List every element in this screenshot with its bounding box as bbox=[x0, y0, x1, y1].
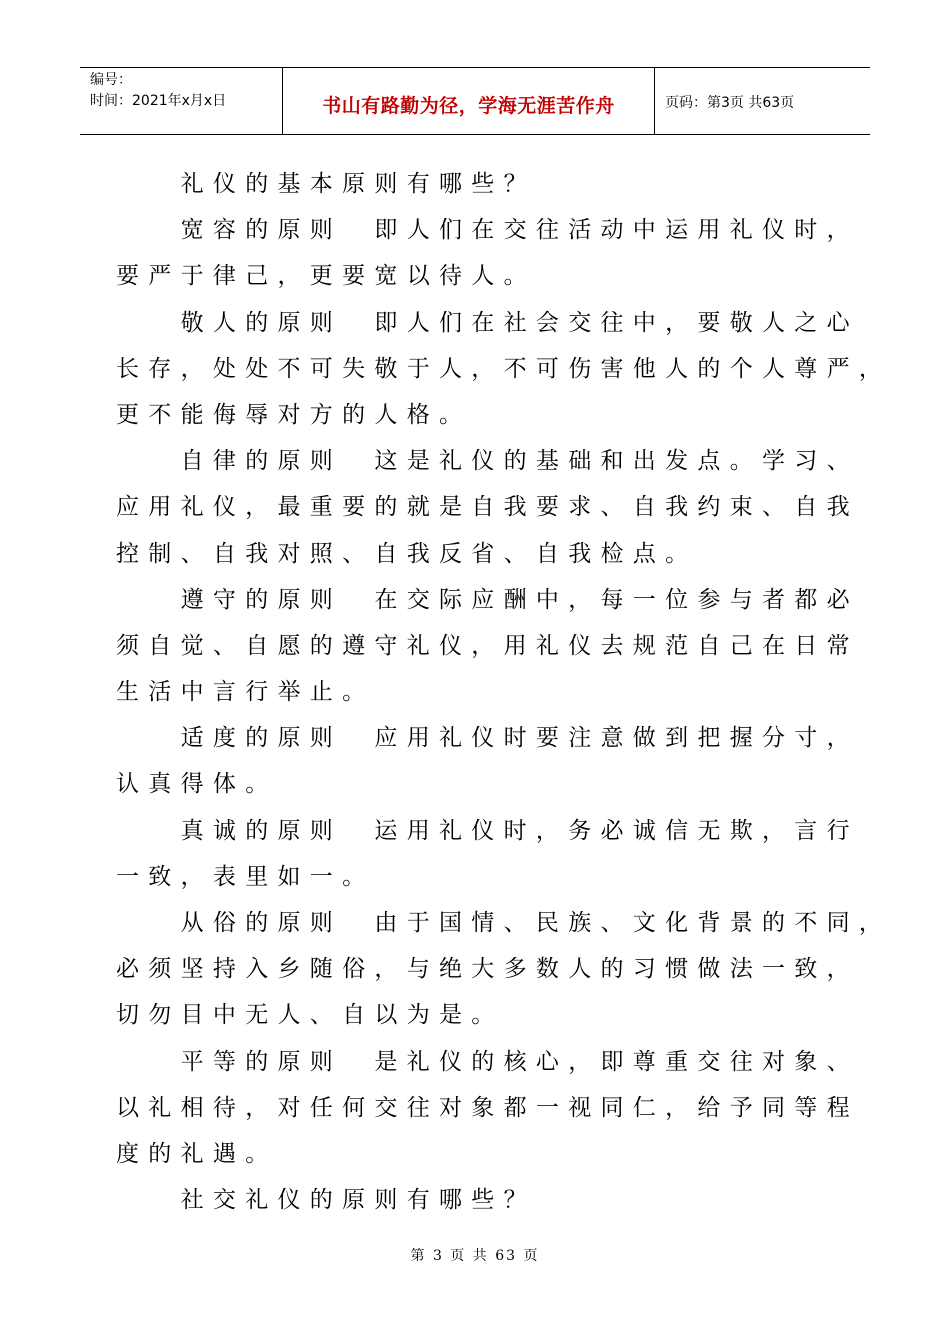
document-body bbox=[116, 161, 892, 1223]
header-table bbox=[80, 67, 870, 135]
body-line: 度的礼遇。 bbox=[116, 1140, 278, 1167]
document-time-label: 时间：2021年x月x日 bbox=[90, 93, 227, 109]
header-page-cell bbox=[655, 68, 870, 134]
body-line: 要严于律己，更要宽以待人。 bbox=[116, 263, 536, 290]
body-line: 一致，表里如一。 bbox=[116, 863, 375, 890]
body-line: 须自觉、自愿的遵守礼仪，用礼仪去规范自己在日常 bbox=[116, 632, 859, 659]
body-line: 平等的原则 是礼仪的核心，即尊重交往对象、 bbox=[116, 1048, 859, 1075]
body-line: 认真得体。 bbox=[116, 771, 278, 798]
body-line: 自律的原则 这是礼仪的基础和出发点。学习、 bbox=[116, 448, 859, 475]
body-line: 礼仪的基本原则有哪些？ bbox=[116, 171, 536, 197]
body-line: 长存，处处不可失敬于人，不可伤害他人的个人尊严， bbox=[116, 355, 892, 382]
body-line: 宽容的原则 即人们在交往活动中运用礼仪时， bbox=[116, 217, 859, 244]
body-line: 敬人的原则 即人们在社会交往中，要敬人之心 bbox=[116, 309, 859, 336]
footer-page-number: 第 3 页 共 63 页 bbox=[410, 1248, 540, 1264]
header-slogan-cell bbox=[283, 68, 655, 134]
body-line: 从俗的原则 由于国情、民族、文化背景的不同， bbox=[116, 910, 892, 936]
body-line: 适度的原则 应用礼仪时要注意做到把握分寸， bbox=[116, 725, 859, 752]
body-line: 遵守的原则 在交际应酬中，每一位参与者都必 bbox=[116, 586, 859, 613]
body-line: 控制、自我对照、自我反省、自我检点。 bbox=[116, 540, 698, 567]
body-line: 切勿目中无人、自以为是。 bbox=[116, 1002, 504, 1029]
body-line: 社交礼仪的原则有哪些？ bbox=[116, 1187, 536, 1214]
body-line: 生活中言行举止。 bbox=[116, 679, 375, 706]
header-page-info: 页码：第3页 共63页 bbox=[665, 95, 795, 111]
body-line: 更不能侮辱对方的人格。 bbox=[116, 401, 472, 428]
body-line: 应用礼仪，最重要的就是自我要求、自我约束、自我 bbox=[116, 494, 859, 521]
header-info-cell bbox=[80, 68, 283, 134]
body-line: 真诚的原则 运用礼仪时，务必诚信无欺，言行 bbox=[116, 817, 859, 844]
body-line: 以礼相待，对任何交往对象都一视同仁，给予同等程 bbox=[116, 1094, 859, 1121]
header-slogan: 书山有路勤为径，学海无涯苦作舟 bbox=[322, 95, 615, 117]
body-line: 必须坚持入乡随俗，与绝大多数人的习惯做法一致， bbox=[116, 956, 859, 983]
document-number-label: 编号： bbox=[90, 72, 132, 88]
